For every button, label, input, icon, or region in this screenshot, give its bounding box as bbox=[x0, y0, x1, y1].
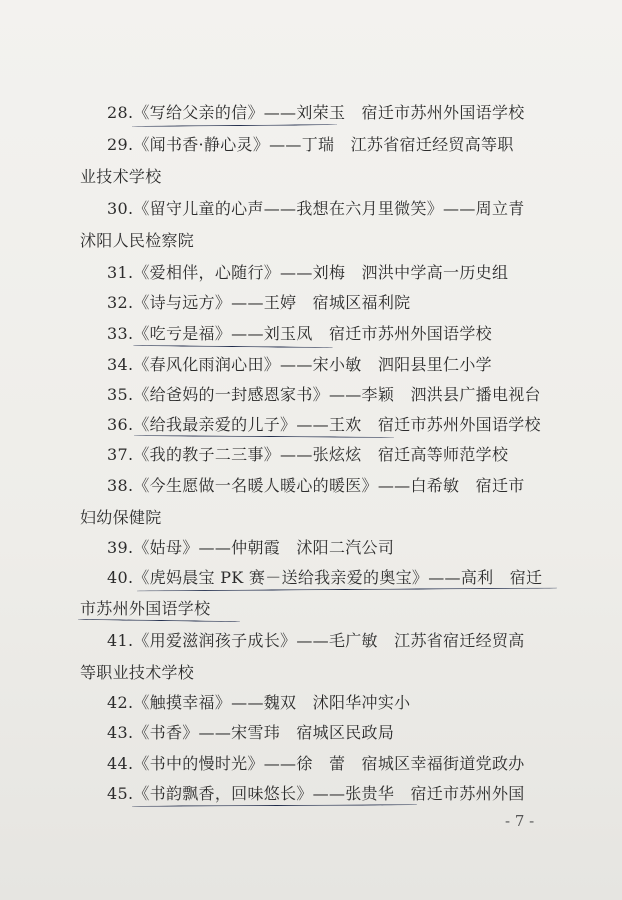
pen-underline bbox=[132, 124, 337, 127]
entry-line: 36.《给我最亲爱的儿子》——王欢 宿迁市苏州外国语学校 bbox=[107, 415, 541, 434]
entry-line: 34.《春风化雨润心田》——宋小敏 泗阳县里仁小学 bbox=[107, 355, 492, 374]
entry-line: 28.《写给父亲的信》——刘荣玉 宿迁市苏州外国语学校 bbox=[107, 103, 525, 122]
entry-line: 30.《留守儿童的心声——我想在六月里微笑》——周立青 bbox=[107, 199, 525, 218]
entry-line: 41.《用爱滋润孩子成长》——毛广敏 江苏省宿迁经贸高 bbox=[107, 631, 525, 650]
pen-underline bbox=[133, 345, 333, 348]
entry-line: 43.《书香》——宋雪玮 宿城区民政局 bbox=[107, 723, 395, 742]
entry-line: 妇幼保健院 bbox=[80, 508, 162, 527]
entry-line: 31.《爱相伴，心随行》——刘梅 泗洪中学高一历史组 bbox=[107, 263, 509, 282]
entry-line: 业技术学校 bbox=[80, 167, 162, 186]
entry-line: 44.《书中的慢时光》——徐 蕾 宿城区幸福街道党政办 bbox=[107, 754, 525, 773]
entry-line: 45.《书韵飘香，回味悠长》——张贵华 宿迁市苏州外国 bbox=[107, 784, 525, 803]
entry-line: 33.《吃亏是福》——刘玉凤 宿迁市苏州外国语学校 bbox=[107, 324, 492, 343]
entry-line: 32.《诗与远方》——王婷 宿城区福利院 bbox=[107, 293, 411, 312]
entry-line: 37.《我的教子二三事》——张炫炫 宿迁高等师范学校 bbox=[107, 445, 509, 464]
entry-line: 沭阳人民检察院 bbox=[80, 231, 195, 250]
entry-line: 40.《虎妈晨宝 PK 赛－送给我亲爱的奥宝》——高利 宿迁 bbox=[107, 568, 543, 587]
entry-line: 38.《今生愿做一名暖人暖心的暖医》——白希敏 宿迁市 bbox=[107, 476, 525, 495]
entry-line: 等职业技术学校 bbox=[80, 663, 195, 682]
entry-line: 42.《触摸幸福》——魏双 沭阳华冲实小 bbox=[107, 693, 411, 712]
entry-line: 39.《姑母》——仲朝霞 沭阳二汽公司 bbox=[107, 538, 395, 557]
entry-line: 29.《闻书香·静心灵》——丁瑞 江苏省宿迁经贸高等职 bbox=[107, 135, 514, 154]
entry-line: 市苏州外国语学校 bbox=[80, 599, 211, 618]
page-number: - 7 - bbox=[505, 812, 535, 830]
pen-underline bbox=[78, 619, 240, 622]
entry-line: 35.《给爸妈的一封感恩家书》——李颖 泗洪县广播电视台 bbox=[107, 385, 541, 404]
